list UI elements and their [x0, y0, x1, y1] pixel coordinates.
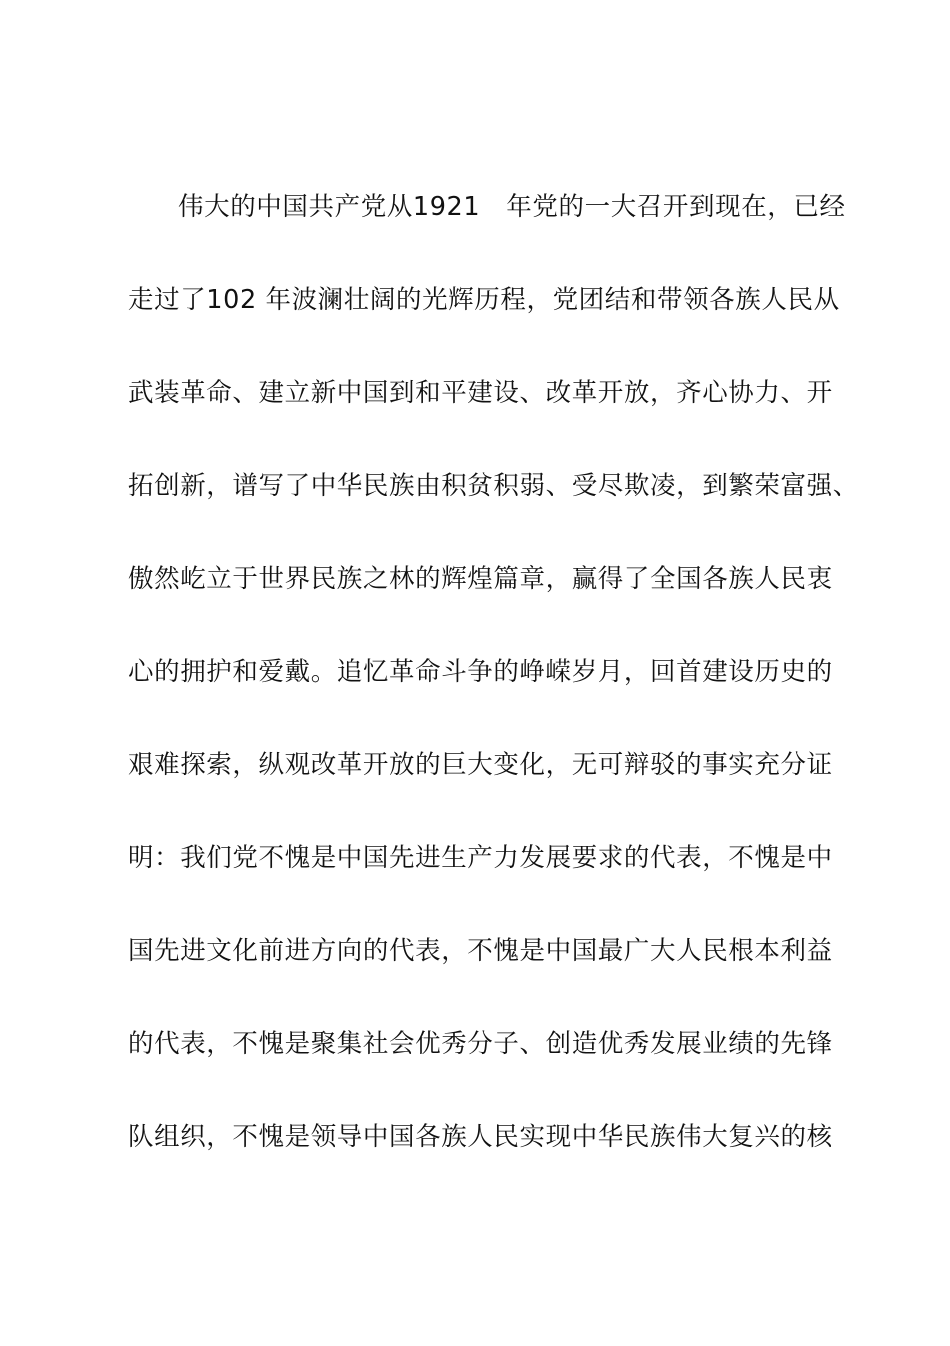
paragraph-line-8: 明：我们党不愧是中国先进生产力发展要求的代表，不愧是中: [128, 843, 833, 873]
paragraph-line-6: 心的拥护和爱戴。追忆革命斗争的峥嵘岁月，回首建设历史的: [128, 657, 833, 687]
paragraph-line-3: 武装革命、建立新中国到和平建设、改革开放，齐心协力、开: [128, 378, 833, 408]
paragraph-line-10: 的代表，不愧是聚集社会优秀分子、创造优秀发展业绩的先锋: [128, 1029, 833, 1059]
paragraph-line-5: 傲然屹立于世界民族之林的辉煌篇章，赢得了全国各族人民衷: [128, 564, 833, 594]
paragraph-line-9: 国先进文化前进方向的代表，不愧是中国最广大人民根本利益: [128, 936, 833, 966]
paragraph-line-2: 走过了102 年波澜壮阔的光辉历程，党团结和带领各族人民从: [128, 285, 840, 315]
paragraph-line-11: 队组织，不愧是领导中国各族人民实现中华民族伟大复兴的核: [128, 1122, 833, 1152]
paragraph-line-7: 艰难探索，纵观改革开放的巨大变化，无可辩驳的事实充分证: [128, 750, 833, 780]
paragraph-line-1: 伟大的中国共产党从1921 年党的一大召开到现在，已经: [178, 192, 846, 222]
body-paragraph: [128, 184, 859, 1207]
paragraph-line-4: 拓创新，谱写了中华民族由积贫积弱、受尽欺凌，到繁荣富强、: [128, 471, 859, 501]
